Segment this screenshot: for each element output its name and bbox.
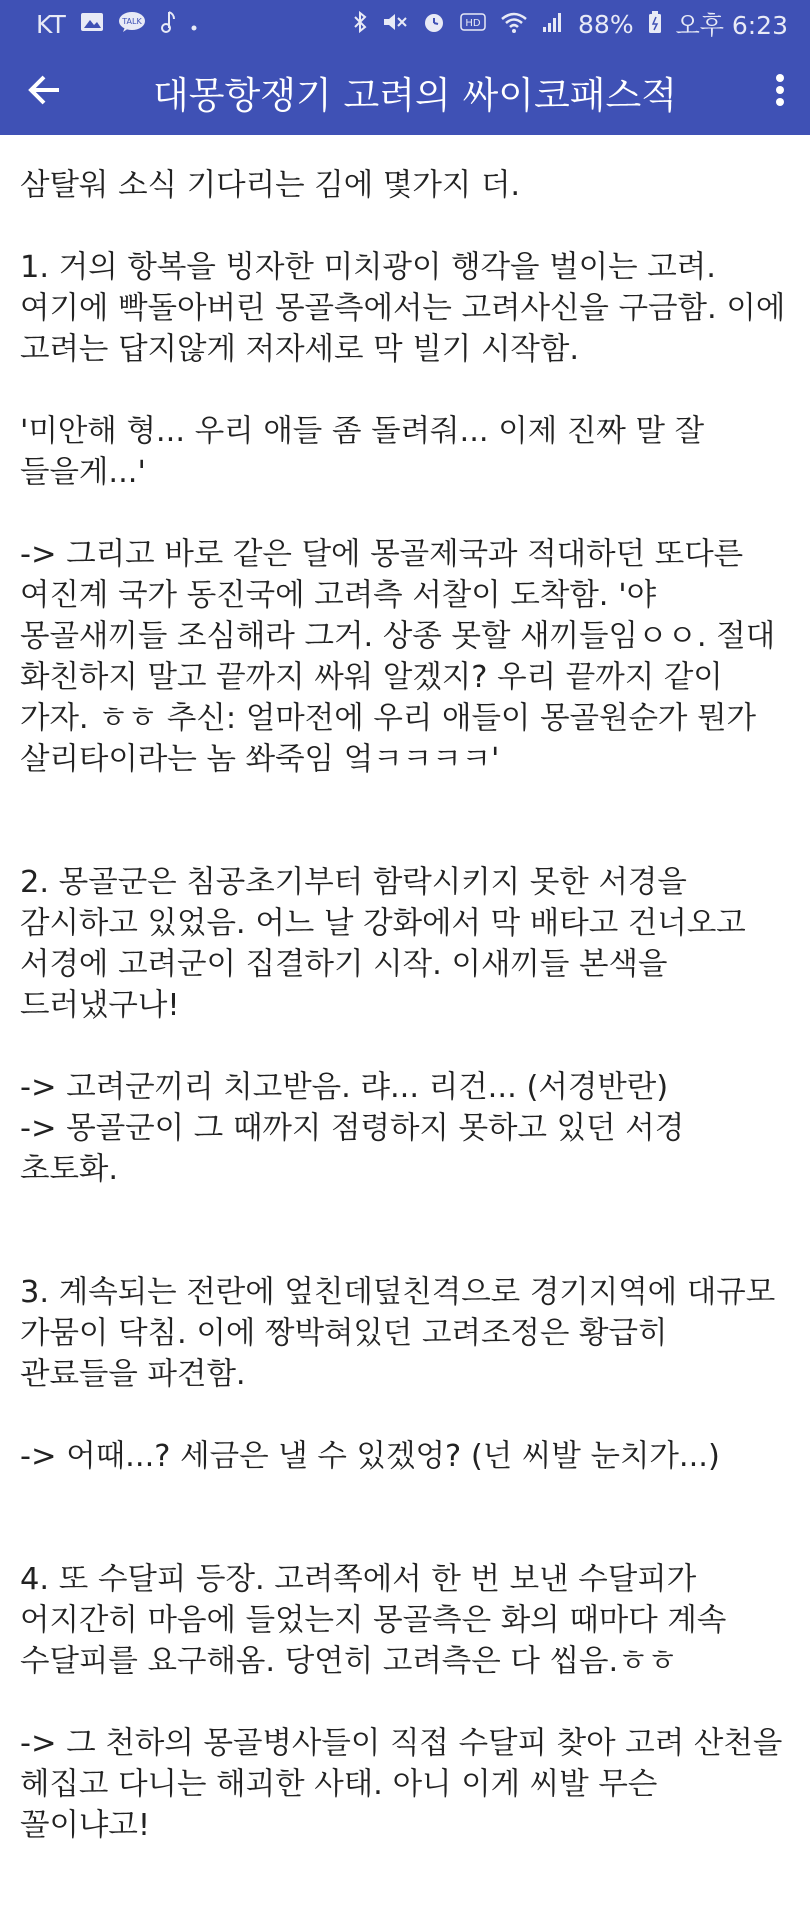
signal-icon — [542, 10, 564, 38]
post-paragraph: 1. 거의 항복을 빙자한 미치광이 행각을 벌이는 고려. 여기에 빡돌아버린 몽골측에서는 고려사신을 구금함. 이에 고려는 답지않게 저자세로 막 빌기 시작함. — [20, 250, 795, 367]
svg-text:TALK: TALK — [122, 17, 142, 26]
carrier-label: KT — [36, 9, 66, 39]
back-button[interactable] — [0, 48, 90, 135]
svg-text:HD: HD — [465, 18, 481, 29]
post-paragraph: 4. 또 수달피 등장. 고려쪽에서 한 번 보낸 수달피가 어지간히 마음에 들었는지 몽골측은 화의 때마다 계속 수달피를 요구해옴. 당연히 고려측은 다 씹음.ㅎㅎ — [20, 1562, 737, 1679]
more-options-button[interactable] — [750, 48, 810, 135]
post-paragraph: 2. 몽골군은 침공초기부터 함락시키지 못한 서경을 감시하고 있었음. 어느 날 강화에서 막 배타고 건너오고 서경에 고려군이 집결하기 시작. 이새끼들 본색을 드러냈구나! — [20, 865, 756, 1023]
alarm-icon — [422, 10, 446, 38]
bluetooth-icon — [352, 10, 368, 38]
post-paragraph: -> 그 천하의 몽골병사들이 직접 수달피 찾아 고려 산천을 헤집고 다니는 해괴한 사태. 아니 이게 씨발 무슨 꼴이냐고! — [20, 1726, 793, 1843]
status-bar-left — [36, 10, 198, 39]
mute-icon — [382, 10, 408, 38]
top-bar — [0, 0, 810, 135]
clock: 오후 6:23 — [675, 11, 788, 40]
post-paragraph: 삼탈워 소식 기다리는 김에 몇가지 더. — [20, 168, 521, 203]
post-paragraph: 3. 계속되는 전란에 엎친데덮친격으로 경기지역에 대규모 가뭄이 닥침. 이에 짱박혀있던 고려조정은 황급히 관료들을 파견함. — [20, 1275, 785, 1392]
post-paragraph: '미안해 형... 우리 애들 좀 돌려줘... 이제 진짜 말 잘 들을게...' — [20, 414, 714, 490]
post-paragraph: -> 어때...? 세금은 낼 수 있겠엉? (넌 씨발 눈치가...) — [20, 1439, 720, 1474]
wifi-icon — [500, 10, 528, 38]
battery-icon — [648, 10, 662, 38]
status-bar — [0, 0, 810, 48]
post-paragraph: -> 고려군끼리 치고받음. 랴... 리건... (서경반란) -> 몽골군이 그 때까지 점령하지 못하고 있던 서경 초토화. — [20, 1070, 685, 1187]
dot-icon — [190, 12, 198, 36]
post-body — [0, 135, 810, 1846]
more-vert-icon — [775, 73, 785, 111]
kakaotalk-icon — [118, 11, 146, 37]
music-icon — [160, 10, 176, 38]
post-paragraph: -> 그리고 바로 같은 달에 몽골제국과 적대하던 또다른 여진계 국가 동진국에 고려측 서찰이 도착함. '야 몽골새끼들 조심해라 그거. 상종 못할 새끼들임ㅇㅇ. 절대 화친하지 말고 끝까지 싸워 알겠지? 우리 끝까지 같이 가자. ㅎㅎ 추신: 얼마전에 우리 애들이 몽골원순가 뭔가 살리타이라는 놈 쏴죽임 엌ㅋㅋㅋㅋ' — [20, 537, 785, 777]
app-bar — [0, 48, 810, 135]
gallery-icon — [80, 11, 104, 37]
arrow-left-icon — [27, 74, 63, 110]
page-title: 대몽항쟁기 고려의 싸이코패스적 — [153, 73, 677, 117]
status-bar-right — [352, 6, 788, 42]
battery-percent: 88% — [578, 9, 634, 39]
hd-icon — [460, 12, 486, 36]
